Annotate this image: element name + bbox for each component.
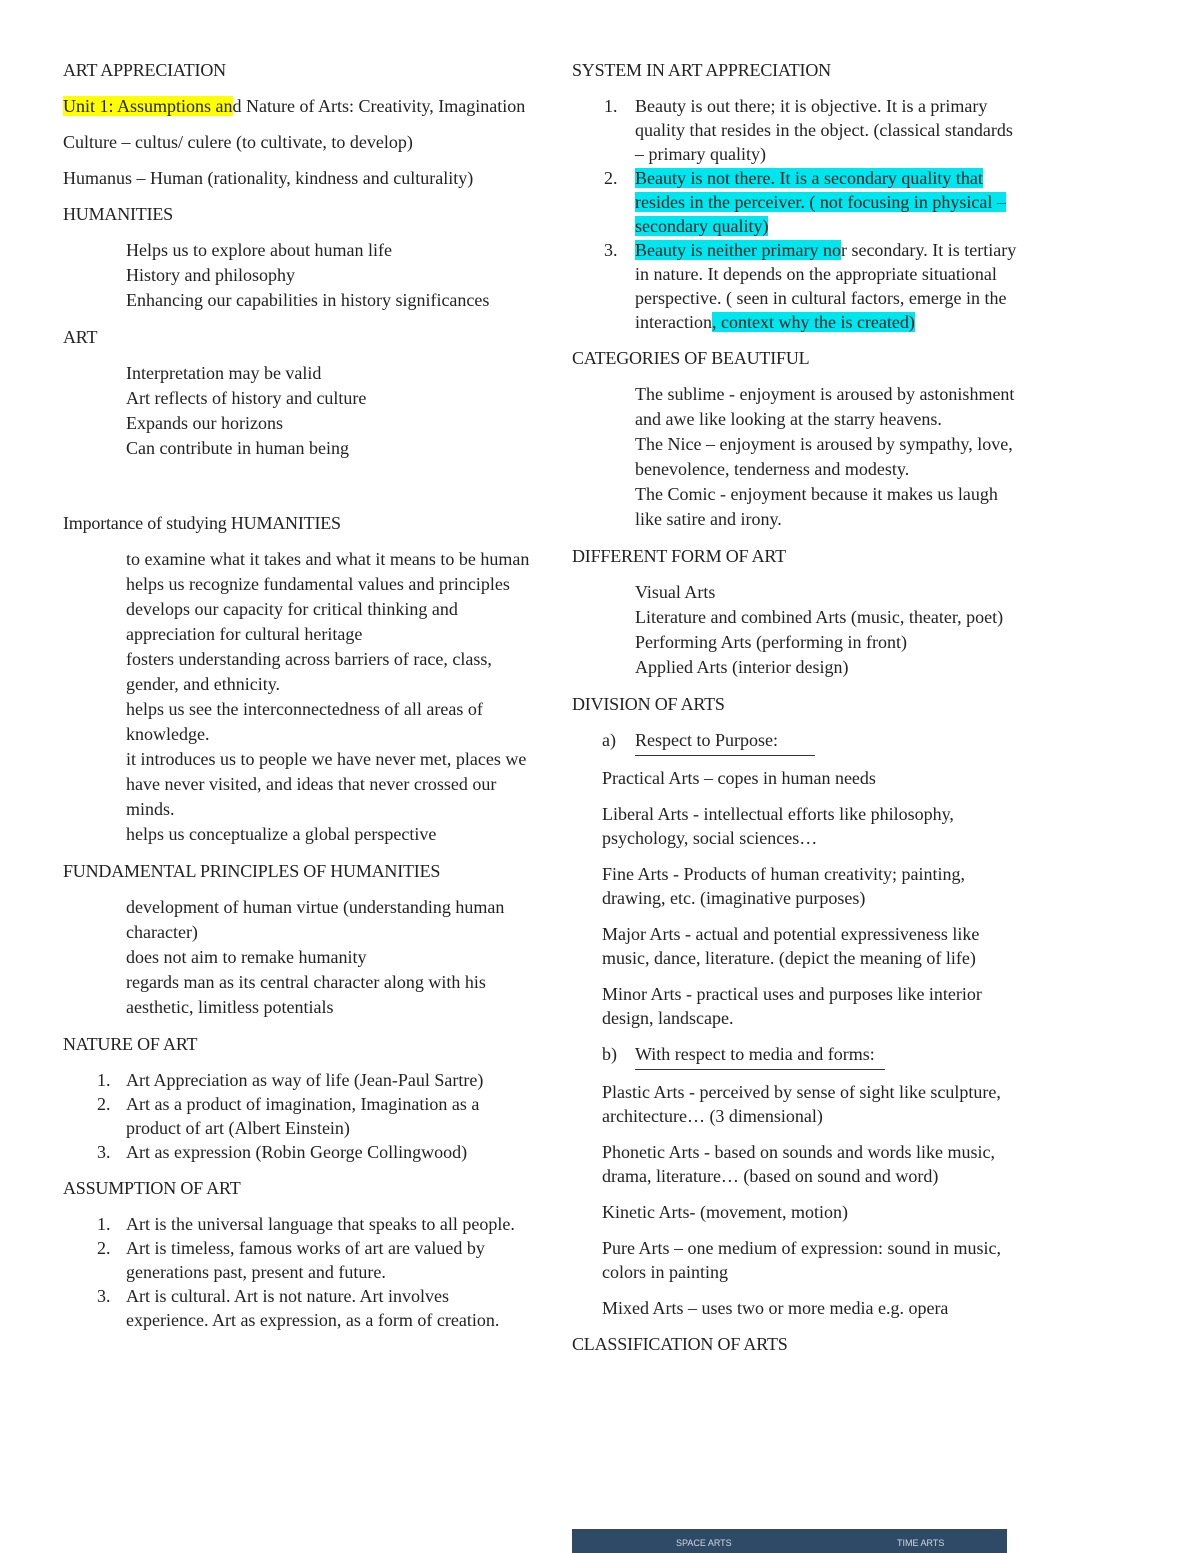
unit-title xyxy=(63,94,533,118)
liberal-arts: Liberal Arts - intellectual efforts like philosophy, psychology, social sciences… xyxy=(602,804,954,848)
fundamental-heading: FUNDAMENTAL PRINCIPLES OF HUMANITIES xyxy=(63,861,441,881)
list-item: Interpretation may be valid xyxy=(126,363,322,383)
fundamental-list xyxy=(63,895,533,1020)
list-item: development of human virtue (understanding human character) xyxy=(126,897,505,942)
list-item: 2. Art is timeless, famous works of art are valued by generations past, present and future. xyxy=(97,1238,485,1282)
kinetic-arts: Kinetic Arts- (movement, motion) xyxy=(602,1202,848,1222)
list-item: Literature and combined Arts (music, theater, poet) xyxy=(635,607,1004,627)
minor-arts: Minor Arts - practical uses and purposes like interior design, landscape. xyxy=(602,984,982,1028)
nature-list xyxy=(63,1068,533,1164)
fine-arts: Fine Arts - Products of human creativity; painting, drawing, etc. (imaginative purposes) xyxy=(602,864,965,908)
culture-definition: Culture – cultus/ culere (to cultivate, to develop) xyxy=(63,132,413,152)
highlighted-text: , context why the is created) xyxy=(711,312,915,332)
list-item: The Comic - enjoyment because it makes us laugh like satire and irony. xyxy=(635,484,998,529)
list-item: it introduces us to people we have never met, places we have never visited, and ideas that never crossed our minds. xyxy=(126,749,527,819)
forms-list xyxy=(572,580,1022,680)
list-item: 3. Art as expression (Robin George Collingwood) xyxy=(97,1142,468,1162)
major-arts: Major Arts - actual and potential expressiveness like music, dance, literature. (depict the meaning of life) xyxy=(602,924,980,968)
list-item: The Nice – enjoyment is aroused by sympathy, love, benevolence, tenderness and modesty. xyxy=(635,434,1013,479)
unit-title-rest: d Nature of Arts: Creativity, Imagination xyxy=(232,96,526,116)
table-header-cell: TIME ARTS xyxy=(897,1538,945,1548)
categories-list xyxy=(572,382,1022,532)
forms-heading: DIFFERENT FORM OF ART xyxy=(572,546,786,566)
mixed-arts: Mixed Arts – uses two or more media e.g. opera xyxy=(602,1298,949,1318)
list-item: helps us recognize fundamental values and principles xyxy=(126,574,510,594)
division-heading: DIVISION OF ARTS xyxy=(572,694,725,714)
classification-table-header xyxy=(572,1529,1007,1553)
importance-list xyxy=(63,547,533,847)
list-item: Visual Arts xyxy=(635,582,716,602)
unit-highlight: Unit 1: Assumptions an xyxy=(63,96,233,116)
list-item: 1. Art Appreciation as way of life (Jean-Paul Sartre) xyxy=(97,1070,484,1090)
list-item: does not aim to remake humanity xyxy=(126,947,367,967)
art-heading: ART xyxy=(63,327,98,347)
assumption-heading: ASSUMPTION OF ART xyxy=(63,1178,241,1198)
list-item: 1. Beauty is out there; it is objective. It is a primary quality that resides in the object. (classical standards – primary quality) xyxy=(604,96,1013,164)
list-item: 2. Beauty is not there. It is a secondary quality that resides in the perceiver. ( not focusing in physical – secondary quality) xyxy=(604,168,1006,236)
left-column xyxy=(63,58,533,1344)
system-list xyxy=(572,94,1022,334)
categories-heading: CATEGORIES OF BEAUTIFUL xyxy=(572,348,810,368)
list-item: Performing Arts (performing in front) xyxy=(635,632,907,652)
list-item: 1. Art is the universal language that speaks to all people. xyxy=(97,1214,515,1234)
list-item: 2. Art as a product of imagination, Imagination as a product of art (Albert Einstein) xyxy=(97,1094,480,1138)
list-item: The sublime - enjoyment is aroused by astonishment and awe like looking at the starry heavens. xyxy=(635,384,1015,429)
list-item: 3. Art is cultural. Art is not nature. Art involves experience. Art as expression, as a form of creation. xyxy=(97,1286,500,1330)
list-item: Can contribute in human being xyxy=(126,438,349,458)
classification-heading: CLASSIFICATION OF ARTS xyxy=(572,1334,788,1354)
list-item: helps us see the interconnectedness of all areas of knowledge. xyxy=(126,699,483,744)
phonetic-arts: Phonetic Arts - based on sounds and words like music, drama, literature… (based on sound and word) xyxy=(602,1142,995,1186)
pure-arts: Pure Arts – one medium of expression: sound in music, colors in painting xyxy=(602,1238,1001,1282)
system-heading: SYSTEM IN ART APPRECIATION xyxy=(572,60,831,80)
purpose-subheading: a) Respect to Purpose: xyxy=(602,730,778,750)
plastic-arts: Plastic Arts - perceived by sense of sight like sculpture, architecture… (3 dimensional) xyxy=(602,1082,1001,1126)
underline-divider xyxy=(635,754,815,756)
practical-arts: Practical Arts – copes in human needs xyxy=(602,768,876,788)
list-item: History and philosophy xyxy=(126,265,295,285)
list-item: Expands our horizons xyxy=(126,413,283,433)
list-item: Art reflects of history and culture xyxy=(126,388,367,408)
importance-heading: Importance of studying HUMANITIES xyxy=(63,513,341,533)
table-header-cell: SPACE ARTS xyxy=(676,1538,732,1548)
humanities-heading: HUMANITIES xyxy=(63,204,173,224)
right-column xyxy=(572,58,1022,1368)
underline-divider xyxy=(635,1068,885,1070)
spacer xyxy=(63,473,533,511)
list-item: develops our capacity for critical thinking and appreciation for cultural heritage xyxy=(126,599,458,644)
list-item: Enhancing our capabilities in history significances xyxy=(126,290,490,310)
list-item: regards man as its central character along with his aesthetic, limitless potentials xyxy=(126,972,486,1017)
media-subheading: b) With respect to media and forms: xyxy=(602,1044,875,1064)
list-item: Helps us to explore about human life xyxy=(126,240,392,260)
list-item: to examine what it takes and what it means to be human xyxy=(126,549,530,569)
page-title: ART APPRECIATION xyxy=(63,60,226,80)
humanities-list xyxy=(63,238,533,313)
nature-heading: NATURE OF ART xyxy=(63,1034,198,1054)
list-item: fosters understanding across barriers of race, class, gender, and ethnicity. xyxy=(126,649,492,694)
art-list xyxy=(63,361,533,461)
list-item: Applied Arts (interior design) xyxy=(635,657,849,677)
assumption-list xyxy=(63,1212,533,1332)
highlighted-text: Beauty is not there. It is a secondary quality that resides in the perceiver. ( not focusing in physical – secondary quality) xyxy=(635,168,1006,236)
highlighted-text: Beauty is neither primary no xyxy=(635,240,841,260)
humanus-definition: Humanus – Human (rationality, kindness and culturality) xyxy=(63,168,474,188)
list-item: helps us conceptualize a global perspective xyxy=(126,824,437,844)
list-item: 3. Beauty is neither primary nor secondary. It is tertiary in nature. It depends on the appropriate situational perspective. ( seen in cultural factors, emerge in the interaction, context why the is created) xyxy=(604,240,1017,332)
